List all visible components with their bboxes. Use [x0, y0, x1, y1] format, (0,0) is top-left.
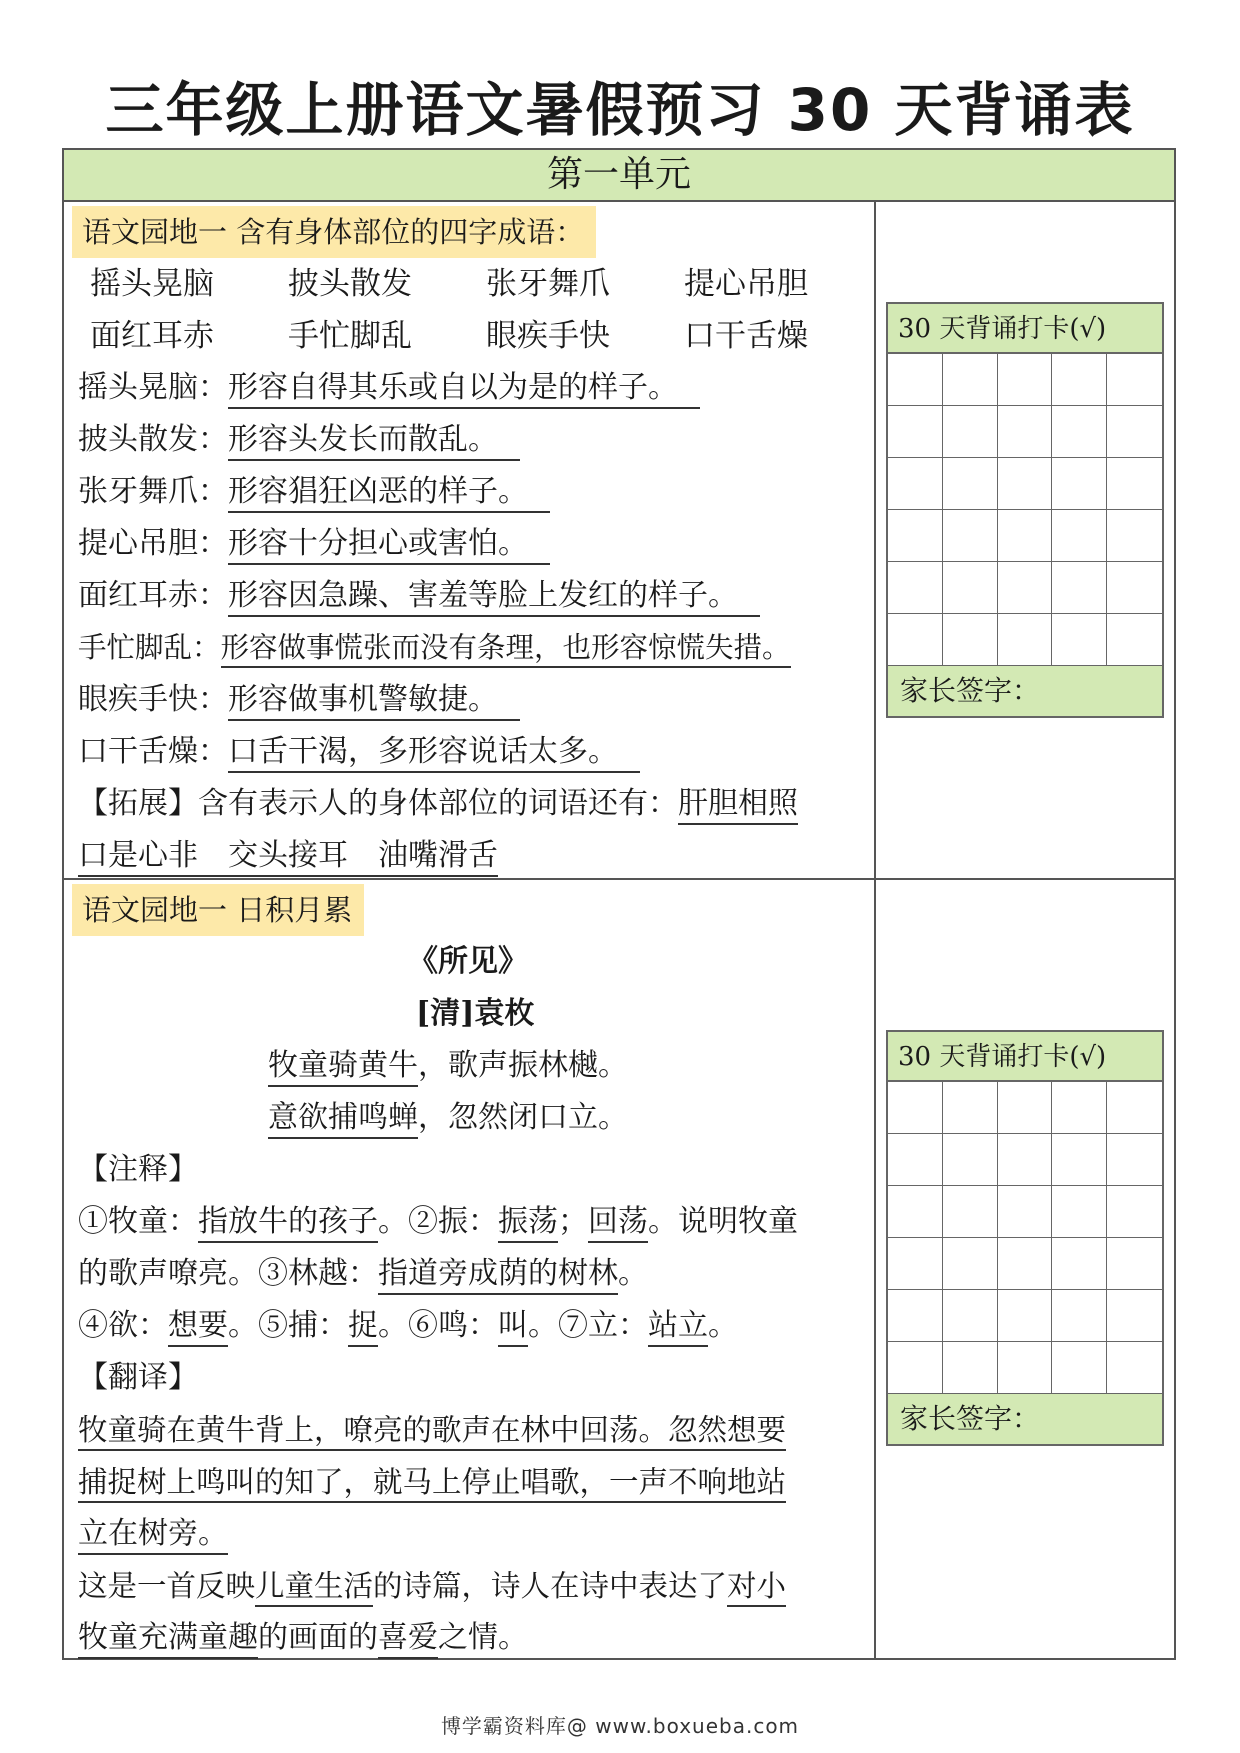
checkin-cell[interactable] [1052, 458, 1107, 510]
checkin-cell[interactable] [943, 614, 998, 666]
checkin-cell[interactable] [1052, 1134, 1107, 1186]
poem-author: [清]袁枚 [416, 996, 535, 1031]
translation-line [78, 1404, 874, 1456]
note-text: 。②振： [378, 1204, 498, 1239]
poem-content [64, 880, 876, 1660]
checkin-cell[interactable] [888, 1186, 943, 1238]
checkin-cell[interactable] [888, 1082, 943, 1134]
idiom-item: 披头散发 [288, 266, 412, 302]
note-underlined: 回荡 [588, 1204, 648, 1243]
note-text: 。 [708, 1308, 738, 1343]
poem-line [78, 1092, 874, 1144]
summary-underlined: 儿童生活 [255, 1569, 373, 1607]
note-underlined: 指放牛的孩子 [198, 1204, 378, 1243]
checkin-cell[interactable] [943, 1290, 998, 1342]
definition-term: 提心吊胆： [78, 526, 228, 561]
definition-meaning: 形容做事慌张而没有条理，也形容惊慌失措。 [221, 631, 791, 668]
idiom-item: 张牙舞爪 [486, 266, 610, 302]
poem-line-rest: ，歌声振林樾。 [418, 1048, 628, 1083]
checkin-cell[interactable] [998, 562, 1053, 614]
definition-term: 摇头晃脑： [78, 370, 228, 405]
poem-line-underlined: 意欲捕鸣蝉 [268, 1100, 418, 1139]
note-underlined: 想要 [168, 1308, 228, 1347]
summary-underlined: 牧童充满童趣 [78, 1620, 258, 1659]
idiom-item: 眼疾手快 [486, 318, 610, 354]
poem-line-underlined: 牧童骑黄牛 [268, 1048, 418, 1087]
translation-label: 【翻译】 [78, 1360, 198, 1395]
definition-row [78, 414, 874, 466]
checkin-cell[interactable] [1107, 1238, 1162, 1290]
summary-text: 的画面的 [258, 1620, 378, 1655]
definition-row [78, 674, 874, 726]
definition-meaning: 形容猖狂凶恶的样子。 [228, 474, 550, 513]
checkin-cell[interactable] [1052, 406, 1107, 458]
checkin-cell[interactable] [1107, 614, 1162, 666]
translation-text: 牧童骑在黄牛背上，嘹亮的歌声在林中回荡。忽然想要 [78, 1413, 786, 1451]
poem-line [78, 1040, 874, 1092]
checkin-cell[interactable] [1052, 562, 1107, 614]
summary-text: 之情。 [438, 1620, 528, 1655]
footer-watermark: 博学霸资料库@ www.boxueba.com [440, 1714, 800, 1738]
extension-row [78, 778, 874, 830]
checkin-cell[interactable] [943, 458, 998, 510]
idiom-item: 面红耳赤 [90, 318, 214, 354]
checkin-cell[interactable] [1052, 510, 1107, 562]
poem-title: 《所见》 [408, 944, 528, 979]
note-text: 。⑦立： [528, 1308, 648, 1343]
note-row [78, 1248, 874, 1300]
parent-signature-field[interactable]: 家长签字： [888, 1394, 1162, 1444]
note-row [78, 1196, 874, 1248]
checkin-grid [888, 1082, 1162, 1394]
idiom-item: 手忙脚乱 [288, 318, 412, 354]
checkin-cell[interactable] [998, 614, 1053, 666]
checkin-cell[interactable] [1052, 1290, 1107, 1342]
checkin-cell[interactable] [1107, 1186, 1162, 1238]
checkin-cell[interactable] [1052, 1342, 1107, 1394]
checkin-cell[interactable] [1052, 614, 1107, 666]
checkin-cell[interactable] [943, 510, 998, 562]
checkin-cell[interactable] [888, 1238, 943, 1290]
note-text: 。说明牧童 [648, 1204, 798, 1239]
note-underlined: 站立 [648, 1308, 708, 1347]
checkin-cell[interactable] [1107, 1134, 1162, 1186]
definition-term: 手忙脚乱： [78, 631, 221, 664]
checkin-cell[interactable] [1107, 1342, 1162, 1394]
definition-meaning: 口舌干渴，多形容说话太多。 [228, 734, 640, 773]
checkin-cell[interactable] [943, 1134, 998, 1186]
note-text: ； [558, 1204, 588, 1239]
checkin-cell[interactable] [1107, 562, 1162, 614]
checkin-cell[interactable] [943, 1186, 998, 1238]
definition-meaning: 形容头发长而散乱。 [228, 422, 520, 461]
definition-row [78, 570, 874, 622]
definition-row [78, 726, 874, 778]
checkin-cell[interactable] [888, 1342, 943, 1394]
definition-row [78, 622, 874, 674]
checkin-cell[interactable] [943, 562, 998, 614]
checkin-cell[interactable] [1052, 1082, 1107, 1134]
note-row [78, 1300, 874, 1352]
idioms-content [64, 202, 876, 878]
extension-word: 口是心非 [78, 838, 198, 877]
idiom-item: 口干舌燥 [684, 318, 808, 354]
checkin-grid [888, 354, 1162, 666]
extension-word: 油嘴滑舌 [378, 838, 498, 877]
checkin-cell[interactable] [998, 458, 1053, 510]
note-text: 。 [618, 1256, 648, 1291]
summary-line [78, 1560, 874, 1612]
checkin-cell[interactable] [1052, 1186, 1107, 1238]
checkin-header: 30 天背诵打卡(√) [888, 304, 1162, 354]
checkin-cell[interactable] [888, 1134, 943, 1186]
definition-row [78, 466, 874, 518]
definition-term: 眼疾手快： [78, 682, 228, 717]
checkin-cell[interactable] [888, 458, 943, 510]
checkin-cell[interactable] [998, 354, 1053, 406]
checkin-cell[interactable] [943, 354, 998, 406]
definition-meaning: 形容十分担心或害怕。 [228, 526, 550, 565]
checkin-cell[interactable] [998, 1186, 1053, 1238]
summary-line [78, 1612, 874, 1664]
note-text: 的歌声嘹亮。③林越： [78, 1256, 378, 1291]
checkin-cell[interactable] [943, 1082, 998, 1134]
section-idioms [64, 202, 1174, 880]
unit-title: 第一单元 [64, 150, 1174, 202]
definition-term: 口干舌燥： [78, 734, 228, 769]
checkin-cell[interactable] [888, 614, 943, 666]
page-title: 三年级上册语文暑假预习 30 天背诵表 [105, 76, 1135, 144]
summary-underlined: 对小 [727, 1569, 786, 1607]
checkin-cell[interactable] [1052, 354, 1107, 406]
checkin-cell[interactable] [998, 1342, 1053, 1394]
poem-line-rest: ，忽然闭口立。 [418, 1100, 628, 1135]
note-text: 。⑥鸣： [378, 1308, 498, 1343]
checkin-cell[interactable] [888, 1290, 943, 1342]
checkin-cell[interactable] [1107, 1082, 1162, 1134]
definition-row [78, 362, 874, 414]
definition-meaning: 形容因急躁、害羞等脸上发红的样子。 [228, 578, 760, 617]
idiom-item: 提心吊胆 [684, 266, 808, 302]
checkin-header: 30 天背诵打卡(√) [888, 1032, 1162, 1082]
checkin-cell[interactable] [888, 406, 943, 458]
section-poem [64, 880, 1174, 1660]
checkin-cell[interactable] [1107, 1290, 1162, 1342]
checkin-cell[interactable] [943, 406, 998, 458]
translation-text: 立在树旁。 [78, 1516, 228, 1555]
extension-word: 肝胆相照 [678, 786, 798, 825]
checkin-cell[interactable] [888, 562, 943, 614]
parent-signature-field[interactable]: 家长签字： [888, 666, 1162, 716]
note-underlined: 振荡 [498, 1204, 558, 1243]
extension-label: 【拓展】含有表示人的身体部位的词语还有： [78, 786, 678, 821]
checkin-cell[interactable] [998, 406, 1053, 458]
extension-word: 交头接耳 [228, 838, 348, 877]
checkin-cell[interactable] [1052, 1238, 1107, 1290]
translation-line [78, 1456, 874, 1508]
checkin-cell[interactable] [1107, 458, 1162, 510]
checkin-cell[interactable] [998, 1238, 1053, 1290]
translation-line [78, 1508, 874, 1560]
checkin-cell[interactable] [888, 510, 943, 562]
note-text: ④欲： [78, 1308, 168, 1343]
definition-term: 面红耳赤： [78, 578, 228, 613]
summary-text: 的诗篇，诗人在诗中表达了 [373, 1569, 728, 1603]
definition-meaning: 形容做事机警敏捷。 [228, 682, 520, 721]
definition-term: 张牙舞爪： [78, 474, 228, 509]
checkin-cell[interactable] [943, 1342, 998, 1394]
notes-label: 【注释】 [78, 1152, 198, 1187]
checkin-cell[interactable] [998, 1134, 1053, 1186]
checkin-box [886, 1030, 1164, 1446]
extension-row [78, 830, 874, 882]
definition-row [78, 518, 874, 570]
note-text: ①牧童： [78, 1204, 198, 1239]
checkin-cell[interactable] [1107, 510, 1162, 562]
checkin-cell[interactable] [1107, 354, 1162, 406]
checkin-cell[interactable] [998, 1290, 1053, 1342]
idiom-list [78, 258, 874, 362]
note-underlined: 指道旁成荫的树林 [378, 1256, 618, 1295]
checkin-cell[interactable] [998, 510, 1053, 562]
definition-term: 披头散发： [78, 422, 228, 457]
summary-text: 这是一首反映 [78, 1569, 256, 1603]
translation-text: 捕捉树上鸣叫的知了，就马上停止唱歌，一声不响地站 [78, 1465, 786, 1503]
checkin-cell[interactable] [1107, 406, 1162, 458]
idiom-item: 摇头晃脑 [90, 266, 214, 302]
note-text: 。⑤捕： [228, 1308, 348, 1343]
checkin-cell[interactable] [998, 1082, 1053, 1134]
definition-meaning: 形容自得其乐或自以为是的样子。 [228, 370, 700, 409]
recitation-table [62, 148, 1176, 1660]
summary-underlined: 喜爱 [378, 1620, 438, 1659]
section-tag: 语文园地一 日积月累 [72, 884, 364, 936]
checkin-box [886, 302, 1164, 718]
note-underlined: 捉 [348, 1308, 378, 1347]
note-underlined: 叫 [498, 1308, 528, 1347]
section-tag: 语文园地一 含有身体部位的四字成语： [72, 206, 596, 258]
checkin-cell[interactable] [943, 1238, 998, 1290]
checkin-cell[interactable] [888, 354, 943, 406]
